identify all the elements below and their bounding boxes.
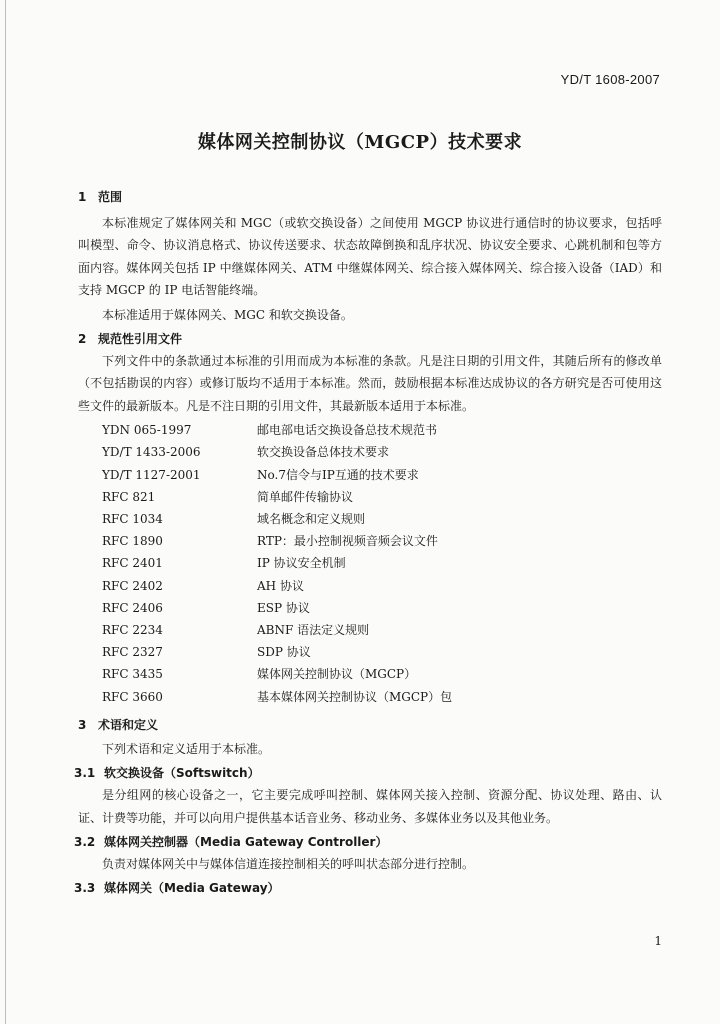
section-title: 规范性引用文件 [98, 332, 183, 347]
reference-row [102, 575, 662, 597]
subsection-number: 3.3 [74, 881, 96, 896]
subsection-3-1-heading [74, 762, 662, 784]
reference-title: No.7信令与IP互通的技术要求 [257, 467, 419, 482]
subsection-number: 3.1 [74, 766, 96, 781]
subsection-3-2-paragraph: 负责对媒体网关中与媒体信道连接控制相关的呼叫状态部分进行控制。 [102, 856, 475, 871]
reference-title: 软交换设备总体技术要求 [257, 445, 390, 460]
reference-code: RFC 3435 [102, 667, 163, 682]
reference-code: RFC 3660 [102, 689, 163, 704]
reference-row [102, 419, 662, 441]
reference-row [102, 619, 662, 641]
reference-row [102, 663, 662, 685]
reference-title: 基本媒体网关控制协议（MGCP）包 [257, 689, 453, 704]
reference-title: SDP 协议 [257, 645, 311, 660]
reference-code: RFC 1890 [102, 534, 163, 549]
reference-row [102, 486, 662, 508]
section-number: 2 [78, 332, 87, 347]
reference-code: RFC 2402 [102, 578, 163, 593]
reference-code: RFC 821 [102, 489, 156, 504]
reference-row [102, 508, 662, 530]
subsection-title: 媒体网关控制器（Media Gateway Controller） [104, 834, 388, 849]
reference-title: RTP：最小控制视频音频会议文件 [257, 534, 438, 549]
reference-row [102, 641, 662, 663]
reference-code: RFC 1034 [102, 512, 163, 526]
subsection-3-1-paragraph: 是分组网的核心设备之一，它主要完成呼叫控制、媒体网关接入控制、资源分配、协议处理、路由、认证、计费等功能，并可以向用户提供基本话音业务、移动业务、多媒体业务以及其他业务。 [78, 788, 662, 825]
reference-title: 域名概念和定义规则 [257, 512, 366, 526]
reference-code: RFC 2327 [102, 645, 163, 660]
reference-code: RFC 2406 [102, 600, 163, 615]
reference-code: YD/T 1433-2006 [102, 445, 201, 460]
reference-title: 媒体网关控制协议（MGCP） [257, 667, 417, 682]
section-2-paragraph: 下列文件中的条款通过本标准的引用而成为本标准的条款。凡是注日期的引用文件，其随后所有的修改单（不包括勘误的内容）或修订版均不适用于本标准。然而，鼓励根据本标准达成协议的各方研究是否可使用这些文件的最新版本。凡是不注日期的引用文件，其最新版本适用于本标准。 [78, 354, 662, 413]
section-title: 范围 [98, 190, 123, 204]
reference-title: ABNF 语法定义规则 [257, 622, 370, 637]
reference-row [102, 530, 662, 552]
reference-code: YDN 065-1997 [102, 423, 192, 438]
section-1-heading [78, 186, 662, 208]
reference-code: YD/T 1127-2001 [102, 467, 201, 482]
section-3-heading [78, 714, 662, 736]
section-3-paragraph: 下列术语和定义适用于本标准。 [102, 741, 271, 756]
document-title: 媒体网关控制协议（MGCP）技术要求 [197, 132, 523, 153]
section-number: 1 [78, 190, 87, 204]
document-body [74, 186, 662, 899]
reference-list [102, 419, 662, 707]
reference-row [102, 686, 662, 708]
section-1-paragraph: 本标准规定了媒体网关和 MGC（或软交换设备）之间使用 MGCP 协议进行通信时的协议要求，包括呼叫模型、命令、协议消息格式、协议传送要求、状态故障倒换和乱序状况、协议安全要求、心跳机制和包等方面内容。媒体网关包括 IP 中继媒体网关、ATM 中继媒体网关、综合接入媒体网关、综合接入设备（IAD）和支持 MGCP 的 IP 电话智能终端。 [78, 216, 662, 298]
subsection-title: 媒体网关（Media Gateway） [104, 881, 280, 896]
reference-title: AH 协议 [257, 578, 304, 593]
section-number: 3 [78, 717, 87, 732]
page-number: 1 [654, 934, 662, 948]
subsection-3-3-heading [74, 877, 662, 899]
reference-row [102, 464, 662, 486]
subsection-3-2-heading [74, 831, 662, 853]
reference-title: 邮电部电话交换设备总技术规范书 [257, 423, 438, 438]
reference-code: RFC 2401 [102, 556, 163, 571]
reference-row [102, 552, 662, 574]
reference-title: ESP 协议 [257, 600, 310, 615]
subsection-number: 3.2 [74, 834, 96, 849]
reference-row [102, 441, 662, 463]
reference-title: 简单邮件传输协议 [257, 489, 354, 504]
section-1-paragraph: 本标准适用于媒体网关、MGC 和软交换设备。 [102, 307, 353, 322]
section-title: 术语和定义 [98, 717, 159, 732]
reference-code: RFC 2234 [102, 622, 163, 637]
section-2-heading [78, 328, 662, 350]
document-id: YD/T 1608-2007 [560, 72, 660, 87]
reference-title: IP 协议安全机制 [257, 556, 346, 571]
subsection-title: 软交换设备（Softswitch） [104, 766, 260, 781]
reference-row [102, 597, 662, 619]
